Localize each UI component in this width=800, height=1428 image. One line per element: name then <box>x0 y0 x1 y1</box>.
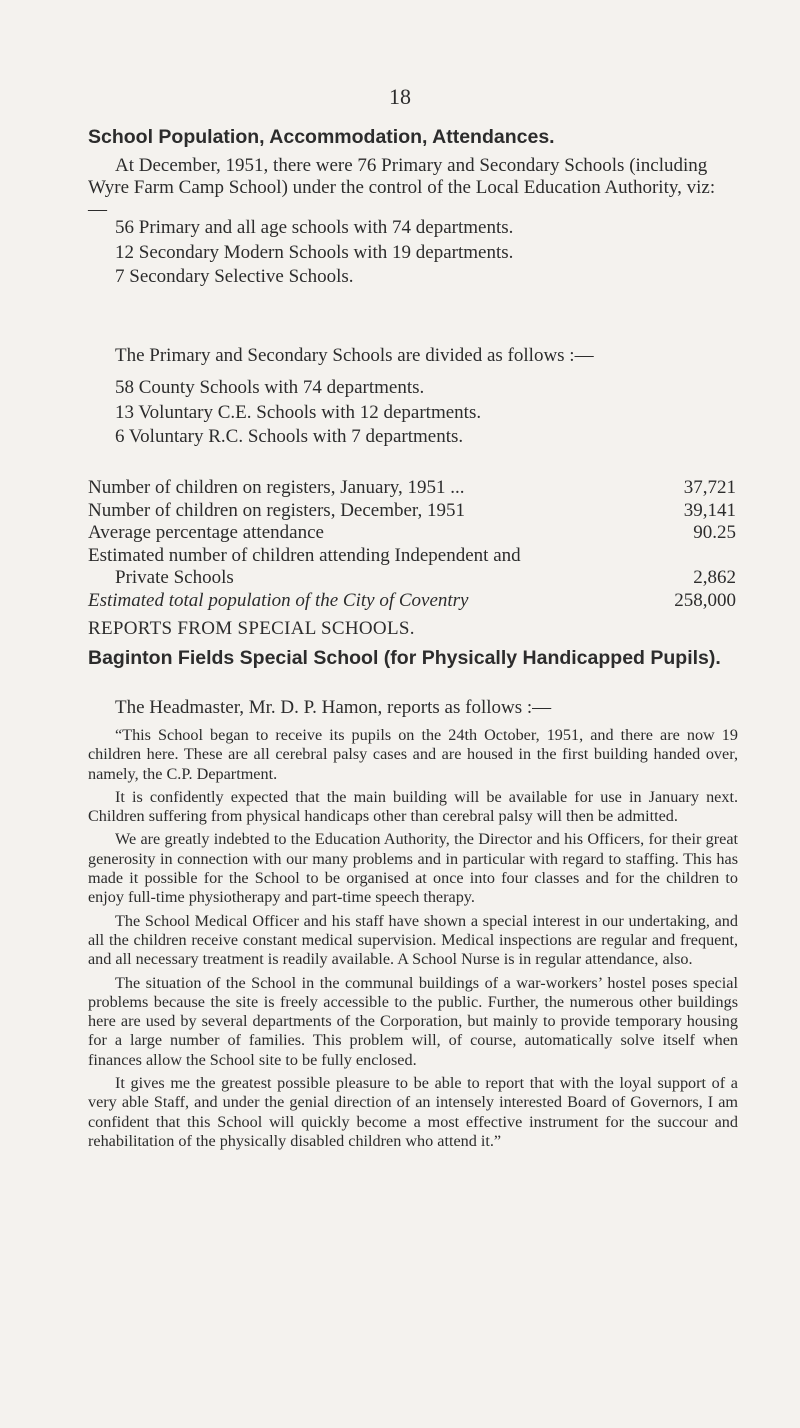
list-item: 56 Primary and all age schools with 74 departments. <box>115 217 514 238</box>
stat-value: 2,862 <box>693 567 736 588</box>
stat-label: Number of children on registers, January, 1951 ... <box>88 477 465 498</box>
list-item: 12 Secondary Modern Schools with 19 departments. <box>115 241 514 263</box>
report-intro: The Headmaster, Mr. D. P. Hamon, reports as follows :— <box>115 697 552 718</box>
stat-label: Private Schools <box>115 567 234 588</box>
stat-label: Average percentage attendance <box>88 522 324 543</box>
list-item: 58 County Schools with 74 departments. <box>115 377 425 398</box>
stat-label: Estimated number of children attending Independent and <box>88 544 521 566</box>
stat-row <box>88 477 736 500</box>
report-paragraph: We are greatly indebted to the Education Authority, the Director and his Officers, for their great generosity in connection with our many problems and in particular with regard to staffing. This has made it possible for the School to be organised at once into four classes and for the children to enjoy full-time physiotherapy and part-time speech therapy. <box>88 830 738 907</box>
school-divisions-list <box>115 376 481 450</box>
stat-value: 37,721 <box>683 477 736 498</box>
stat-value: 39,141 <box>683 499 736 521</box>
reports-title: REPORTS FROM SPECIAL SCHOOLS. <box>88 618 415 639</box>
stat-label: Estimated total population of the City of Coventry <box>88 589 469 611</box>
stat-row <box>88 522 736 545</box>
report-paragraph: It is confidently expected that the main building will be available for use in January next. Children suffering from physical handicaps other than cerebral palsy will then be admitted. <box>88 787 738 826</box>
section-intro: At December, 1951, there were 76 Primary and Secondary Schools (including Wyre Farm Camp School) under the control of the Local Education Authority, viz:— <box>88 155 716 220</box>
page-number: 18 <box>389 84 411 109</box>
stat-row <box>88 545 736 568</box>
stat-label: Number of children on registers, December, 1951 <box>88 499 466 521</box>
stat-row <box>88 500 736 523</box>
stat-value: 90.25 <box>693 522 736 543</box>
stat-row <box>88 590 736 613</box>
report-paragraph: It gives me the greatest possible pleasure to be able to report that with the loyal support of a very able Staff, and under the genial direction of an intensely interested Board of Governors, I am confident that this School will quickly become a most effective instrument for the succour and rehabilitation of the physically disabled children who attend it.” <box>88 1074 738 1150</box>
list-item: 7 Secondary Selective Schools. <box>115 266 354 287</box>
report-paragraph: The School Medical Officer and his staff have shown a special interest in our undertaking, and all the children receive constant medical supervision. Medical inspections are regular and frequent, and all necessary treatment is readily available. A School Nurse is in regular attendance, also. <box>88 911 738 969</box>
section-title: School Population, Accommodation, Attendances. <box>88 126 555 148</box>
school-title: Baginton Fields Special School (for Physically Handicapped Pupils). <box>88 647 721 669</box>
list-item: 6 Voluntary R.C. Schools with 7 departments. <box>115 426 464 447</box>
stat-row <box>88 567 736 590</box>
report-paragraph: The situation of the School in the communal buildings of a war-workers’ hostel poses special problems because the site is freely accessible to the public. Further, the numerous other buildings here are used by several departments of the Corporation, but mainly to provide temporary housing for a large number of families. This problem will, of course, automatically solve itself when finances allow the School site to be fully enclosed. <box>88 973 738 1069</box>
school-types-list <box>115 216 513 290</box>
division-intro: The Primary and Secondary Schools are divided as follows :— <box>115 345 594 366</box>
statistics-table <box>88 477 736 612</box>
list-item: 13 Voluntary C.E. Schools with 12 departments. <box>115 401 482 423</box>
report-body <box>88 726 738 1155</box>
report-paragraph: “This School began to receive its pupils on the 24th October, 1951, and there are now 19 children here. These are all cerebral palsy cases and are housed in the first building handed over, namely, the C.P. Department. <box>88 726 738 783</box>
stat-value: 258,000 <box>674 589 736 611</box>
